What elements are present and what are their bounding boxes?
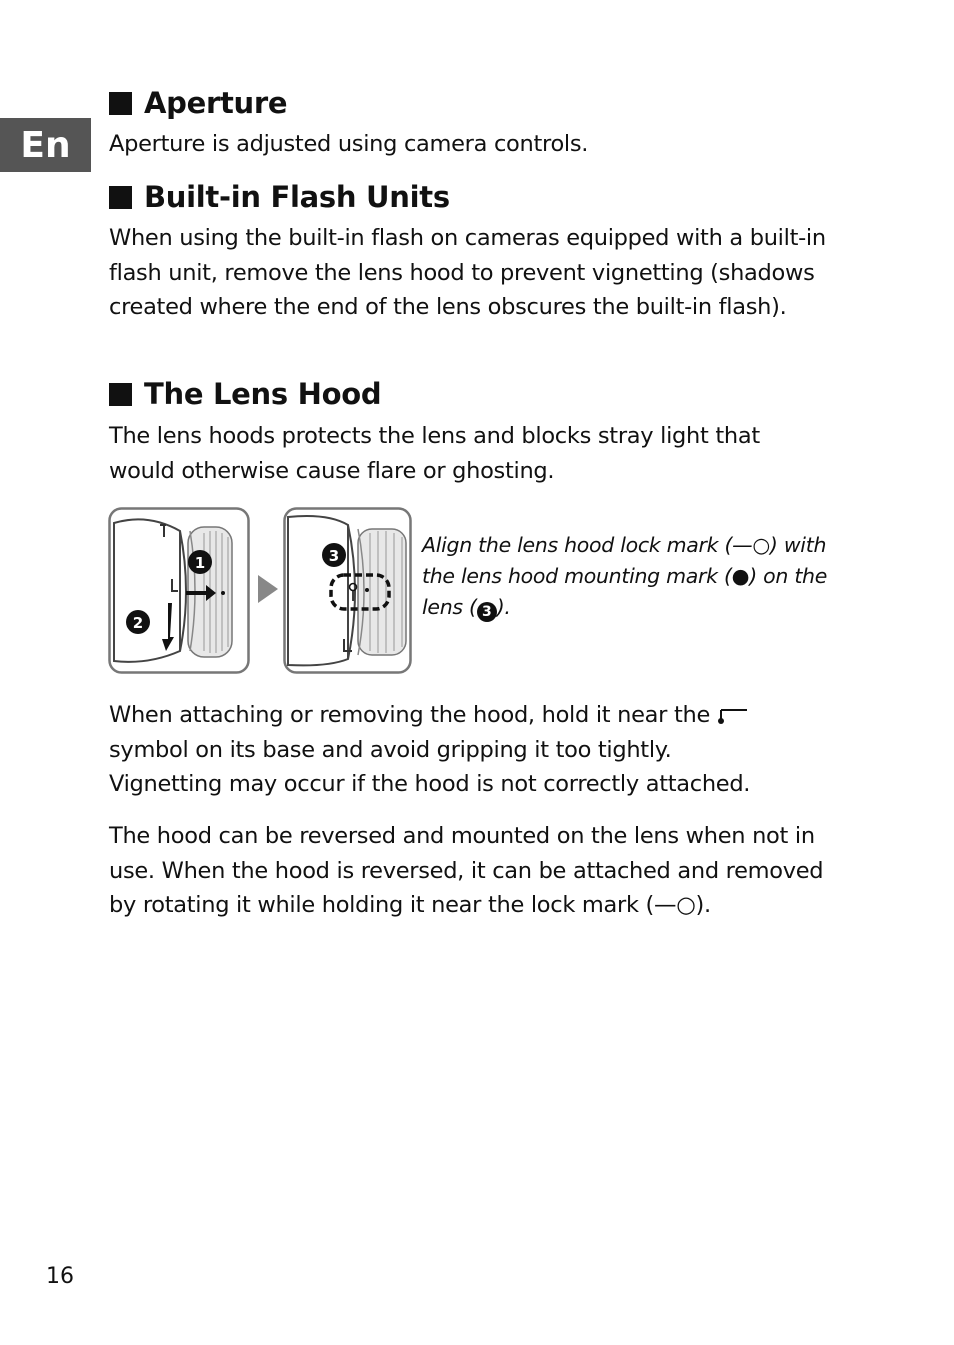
aperture-heading [109, 86, 287, 120]
hood-para-2: The hood can be reversed and mounted on the lens when not in use. When the hood is reversed, it can be attached and removed by rotating it while holding it near the lock mark (—○). [109, 823, 824, 918]
step-2-label: 2 [132, 614, 144, 632]
hood-grip-symbol-icon [717, 707, 751, 725]
heading-square-icon [109, 186, 132, 209]
step-3-marker-icon: 3 [477, 602, 497, 622]
hood-para-1-text-b: symbol on its base and avoid gripping it too tightly. [109, 736, 672, 763]
caption-text-1: Align the lens hood lock mark (—○) with the lens hood mounting mark (●) on the lens ( [422, 533, 828, 619]
step-1-label: 1 [194, 554, 206, 572]
hood-para-1-text-c: Vignetting may occur if the hood is not correctly attached. [109, 771, 751, 797]
hood-para-1-text-a: When attaching or removing the hood, hold it near the [109, 702, 710, 728]
figure-caption [422, 530, 862, 623]
hood-heading [109, 377, 381, 411]
attach-panel [110, 509, 249, 673]
flash-heading [109, 180, 450, 214]
aperture-heading-text: Aperture [144, 86, 288, 120]
flash-body: When using the built-in flash on cameras equipped with a built-in flash unit, remove the lens hood to prevent vignetting (shadows created where the end of the lens obscures the built-in flash). [109, 225, 826, 320]
caption-text-2: ). [496, 595, 511, 619]
heading-square-icon [109, 92, 132, 115]
heading-square-icon [109, 383, 132, 406]
hood-heading-text: The Lens Hood [144, 377, 382, 411]
hood-para-1 [109, 698, 829, 802]
lens-hood-illustration [108, 507, 414, 675]
flash-heading-text: Built-in Flash Units [144, 180, 450, 214]
hood-intro: The lens hoods protects the lens and blocks stray light that would otherwise cause flare or ghosting. [109, 423, 760, 484]
aperture-body: Aperture is adjusted using camera controls. [109, 131, 589, 157]
aligned-panel [285, 509, 411, 673]
step-3-label: 3 [328, 547, 340, 565]
language-tab: En [0, 118, 91, 172]
next-step-arrow-icon [258, 575, 278, 603]
page-number: 16 [46, 1264, 74, 1289]
